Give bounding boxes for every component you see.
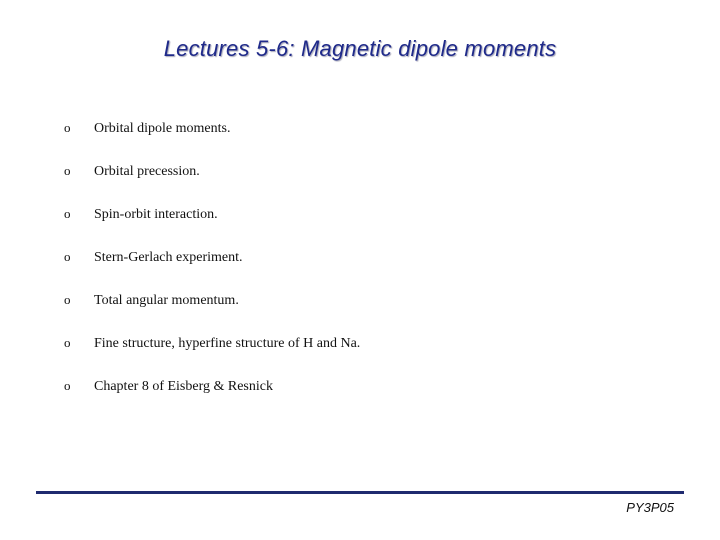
bullet-text: Total angular momentum. <box>94 293 239 308</box>
bullet-marker-icon: o <box>64 249 71 264</box>
bullet-text: Orbital dipole moments. <box>94 121 231 136</box>
bullet-text: Fine structure, hyperfine structure of H and Na. <box>94 336 361 351</box>
bullet-marker-icon: o <box>64 292 71 307</box>
bullet-marker-icon: o <box>64 206 71 221</box>
bullet-text: Chapter 8 of Eisberg & Resnick <box>94 379 273 394</box>
bullet-text: Stern-Gerlach experiment. <box>94 250 243 265</box>
bullet-text: Orbital precession. <box>94 164 200 179</box>
bullet-text: Spin-orbit interaction. <box>94 207 218 222</box>
course-code: PY3P05 <box>626 500 674 515</box>
bullet-marker-icon: o <box>64 163 71 178</box>
bullet-marker-icon: o <box>64 120 71 135</box>
bullet-marker-icon: o <box>64 378 71 393</box>
footer-divider <box>36 491 684 494</box>
slide-title: Lectures 5-6: Magnetic dipole moments <box>163 36 557 61</box>
bullet-marker-icon: o <box>64 335 71 350</box>
